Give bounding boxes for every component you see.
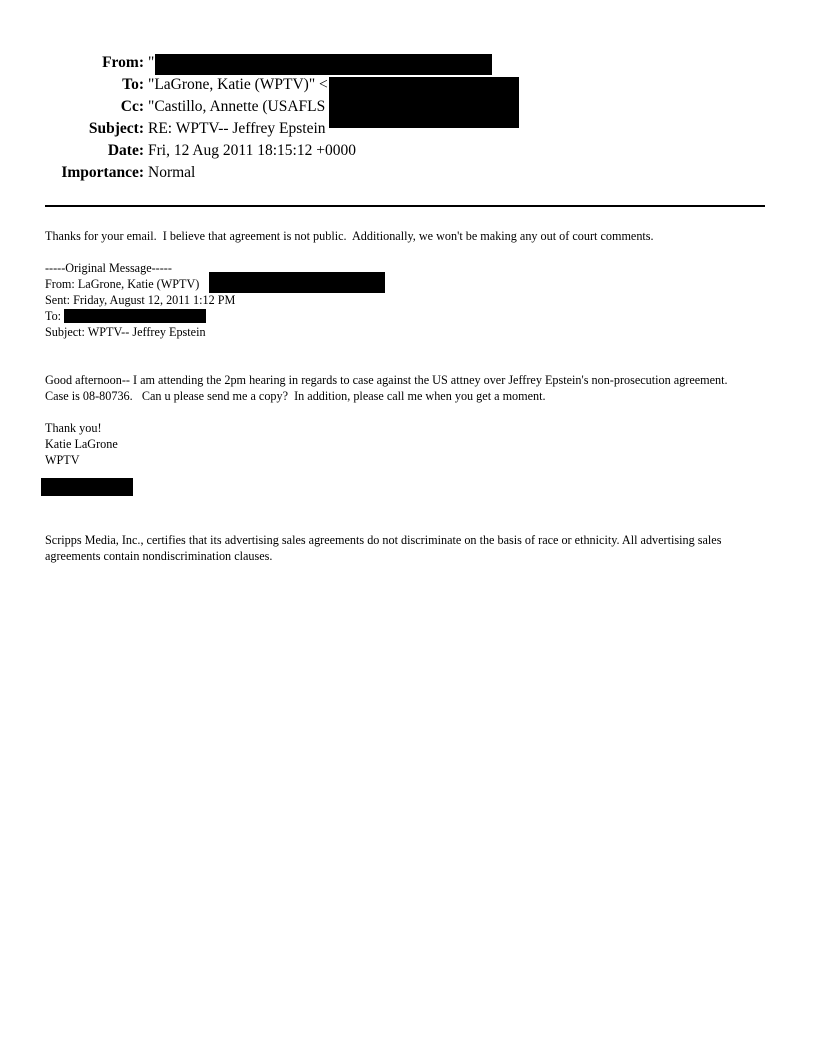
original-from: From: LaGrone, Katie (WPTV) bbox=[45, 277, 200, 291]
original-sent: Sent: Friday, August 12, 2011 1:12 PM bbox=[45, 293, 236, 307]
sent-from-iphone bbox=[45, 484, 773, 500]
date-row bbox=[0, 140, 816, 162]
importance-label: Importance: bbox=[61, 164, 144, 181]
original-to: To: bbox=[45, 309, 62, 323]
email-body bbox=[45, 228, 773, 564]
subject-label: Subject: bbox=[88, 120, 144, 137]
date-value: Fri, 12 Aug 2011 18:15:12 +0000 bbox=[148, 142, 356, 159]
case-line: Case is 08-80736. Can u please send me a copy? In addition, please call me when you get a moment. bbox=[45, 389, 546, 403]
date-label: Date: bbox=[107, 142, 144, 159]
to-value: "LaGrone, Katie (WPTV)" < bbox=[148, 76, 328, 93]
original-message-marker: -----Original Message----- bbox=[45, 261, 172, 275]
cc-label: Cc: bbox=[120, 98, 144, 115]
subject-value: RE: WPTV-- Jeffrey Epstein bbox=[148, 120, 326, 137]
disclaimer-text: Scripps Media, Inc., certifies that its advertising sales agreements do not discriminate on the basis of race or ethnicity. All advertising sales agreements contain nondiscrimination clauses. bbox=[45, 533, 722, 563]
reply-text: Thanks for your email. I believe that agreement is not public. Additionally, we won't be making any out of court comments. bbox=[45, 229, 654, 243]
thanks-line: Thank you! bbox=[45, 421, 102, 435]
original-subject: Subject: WPTV-- Jeffrey Epstein bbox=[45, 325, 206, 339]
redaction-signature bbox=[41, 478, 133, 496]
redaction-original-to bbox=[64, 309, 206, 323]
greeting-paragraph: Good afternoon-- I am attending the 2pm hearing in regards to case against the US attney over Jeffrey Epstein's non-prosecution agreement. bbox=[45, 373, 728, 387]
redaction-from bbox=[155, 54, 492, 75]
cc-value: "Castillo, Annette (USAFLS bbox=[148, 98, 326, 115]
from-label: From: bbox=[102, 54, 144, 71]
from-value: " bbox=[148, 54, 155, 71]
redaction-to-cc bbox=[329, 77, 519, 128]
importance-value: Normal bbox=[148, 164, 196, 181]
signature-name: Katie LaGrone bbox=[45, 437, 118, 451]
to-label: To: bbox=[122, 76, 144, 93]
importance-row bbox=[0, 162, 816, 184]
signature-org: WPTV bbox=[45, 453, 80, 467]
header-divider bbox=[45, 205, 765, 207]
redaction-original-from bbox=[209, 272, 385, 293]
